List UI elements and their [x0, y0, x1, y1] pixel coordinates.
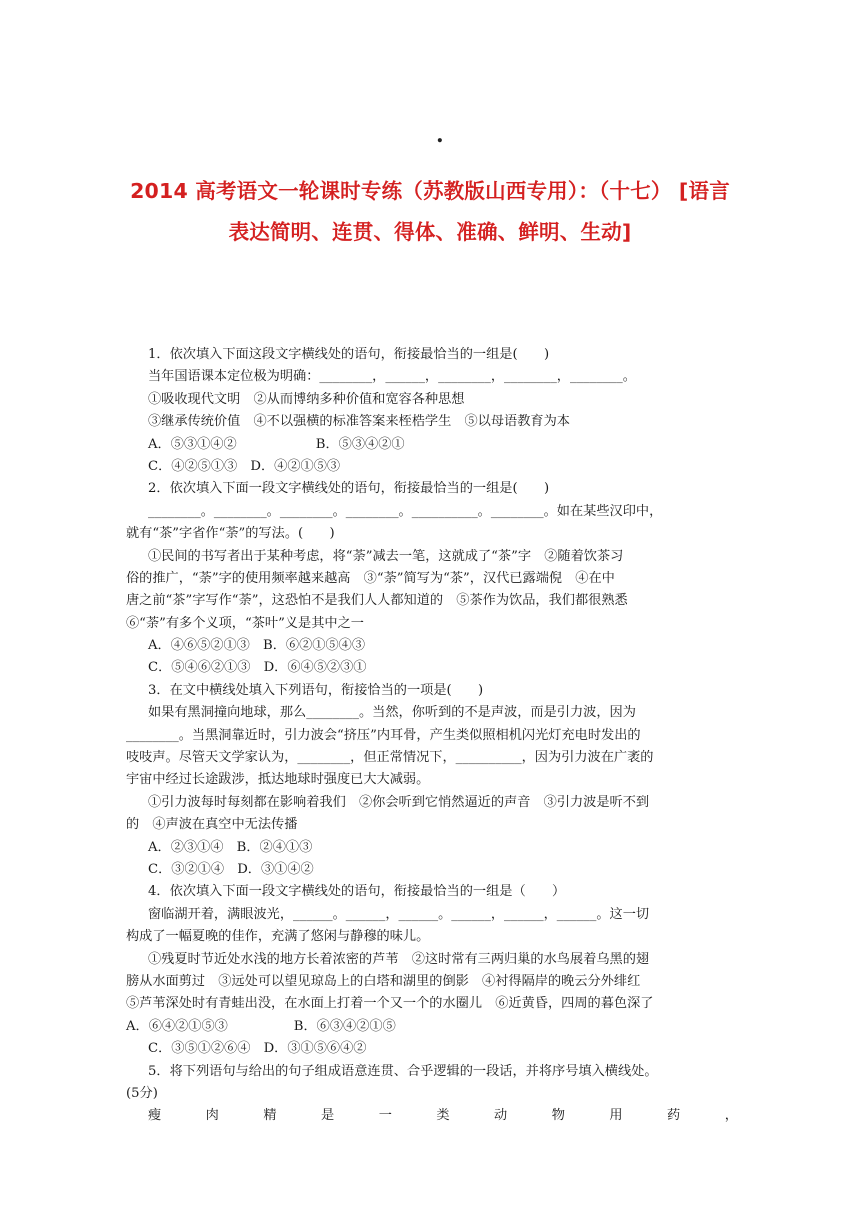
- exercise-content: [126, 344, 738, 1128]
- q1-passage: 当年国语课本定位极为明确：________，______，________，________，________。: [148, 369, 636, 385]
- q2-passage-1: ________。________。________。________。__________。________。如在某些汉印中，: [148, 503, 663, 519]
- q1-stem: 1．依次填入下面这段文字横线处的语句，衔接最恰当的一组是( ): [148, 347, 550, 362]
- q5-spaced-line: [126, 1105, 738, 1127]
- q4-items-1: ①残夏时节近处水浅的地方长着浓密的芦苇 ②这时常有三两归巢的水鸟展着乌黑的翅: [148, 951, 650, 967]
- q2-passage-2: 就有“茶”字省作“荼”的写法。( ): [126, 526, 335, 542]
- page-title-line-2: 表达简明、连贯、得体、准确、鲜明、生动]: [228, 220, 632, 244]
- q4-items-2: 膀从水面剪过 ③远处可以望见琼岛上的白塔和湖里的倒影 ④衬得隔岸的晚云分外绯红: [126, 973, 641, 989]
- q1-items-a: ①吸收现代文明 ②从而博纳多种价值和宽容各种思想: [148, 391, 465, 407]
- q3-passage-4: 宇宙中经过长途跋涉，抵达地球时强度已大大减弱。: [126, 772, 430, 788]
- spaced-char: 肉: [205, 1108, 219, 1124]
- spaced-char: 动: [494, 1108, 508, 1124]
- q4-options-cd: C．③⑤①②⑥④ D．③①⑤⑥④②: [148, 1041, 367, 1057]
- page-title-line-1: 2014 高考语文一轮课时专练（苏教版山西专用）：（十七） [语言: [130, 179, 730, 203]
- q3-options-cd: C．③②①④ D．③①④②: [148, 861, 314, 877]
- q4-stem: 4．依次填入下面一段文字横线处的语句，衔接最恰当的一组是（ ）: [148, 884, 566, 900]
- spaced-char: 物: [551, 1108, 565, 1124]
- q5-points: (5分): [126, 1085, 158, 1101]
- spaced-char: 是: [321, 1108, 335, 1124]
- spaced-char: 用: [609, 1108, 623, 1124]
- q3-items-2: 的 ④声波在真空中无法传播: [126, 817, 298, 833]
- q4-passage-2: 构成了一幅夏晚的佳作，充满了悠闲与静穆的味儿。: [126, 929, 430, 945]
- q2-options-cd: C．⑤④⑥②①③ D．⑥④⑤②③①: [148, 660, 367, 676]
- q4-items-3: ⑤芦苇深处时有青蛙出没，在水面上打着一个又一个的水圈儿 ⑥近黄昏，四周的暮色深了: [126, 996, 654, 1012]
- spaced-char: 药: [667, 1108, 681, 1124]
- q3-items-1: ①引力波每时每刻都在影响着我们 ②你会听到它悄然逼近的声音 ③引力波是听不到: [148, 794, 650, 810]
- q2-items-4: ⑥“荼”有多个义项，“茶叶”义是其中之一: [126, 615, 364, 631]
- q3-stem: 3．在文中横线处填入下列语句，衔接恰当的一项是( ): [148, 682, 484, 698]
- spaced-char: 精: [263, 1108, 277, 1124]
- q5-stem: 5．将下列语句与给出的句子组成语意连贯、合乎逻辑的一段话，并将序号填入横线处。: [148, 1063, 658, 1079]
- q1-items-b: ③继承传统价值 ④不以强横的标准答案来桎梏学生 ⑤以母语教育为本: [148, 414, 570, 430]
- q2-items-1: ①民间的书写者出于某种考虑，将“荼”减去一笔，这就成了“茶”字 ②随着饮茶习: [148, 548, 624, 564]
- q1-options-cd: C．④②⑤①③ D．④②①⑤③: [148, 458, 341, 474]
- q2-options-ab: A．④⑥⑤②①③ B．⑥②①⑤④③: [148, 638, 366, 654]
- q3-passage-2: ________。当黑洞靠近时，引力波会“挤压”内耳骨，产生类似照相机闪光灯充电时发出的: [126, 727, 641, 743]
- spaced-char: 瘦: [148, 1108, 162, 1124]
- spaced-char: 一: [378, 1108, 392, 1124]
- q4-options-ab: A．⑥④②①⑤③ B．⑥③④②①⑤: [126, 1018, 396, 1034]
- q2-items-2: 俗的推广，“荼”字的使用频率越来越高 ③“荼”简写为“茶”，汉代已露端倪 ④在中: [126, 570, 615, 586]
- q3-passage-3: 吱吱声。尽管天文学家认为，________，但正常情况下，__________，因为引力波在广袤的: [126, 750, 654, 766]
- q3-options-ab: A．②③①④ B．②④①③: [148, 839, 313, 855]
- q1-options-ab: A．⑤③①④② B．⑤③④②①: [148, 436, 405, 452]
- q2-items-3: 唐之前“茶”字写作“荼”，这恐怕不是我们人人都知道的 ⑤茶作为饮品，我们都很熟悉: [126, 593, 628, 609]
- spaced-char: ，: [724, 1108, 738, 1124]
- header-dot: .: [436, 122, 444, 148]
- spaced-char: 类: [436, 1108, 450, 1124]
- q3-passage-1: 如果有黑洞撞向地球，那么________。当然，你听到的不是声波，而是引力波，因为: [148, 705, 636, 721]
- q2-stem: 2．依次填入下面一段文字横线处的语句，衔接最恰当的一组是( ): [148, 481, 550, 497]
- q4-passage-1: 窗临湖开着，满眼波光，______。______，______。______，______，______。这一切: [148, 906, 650, 922]
